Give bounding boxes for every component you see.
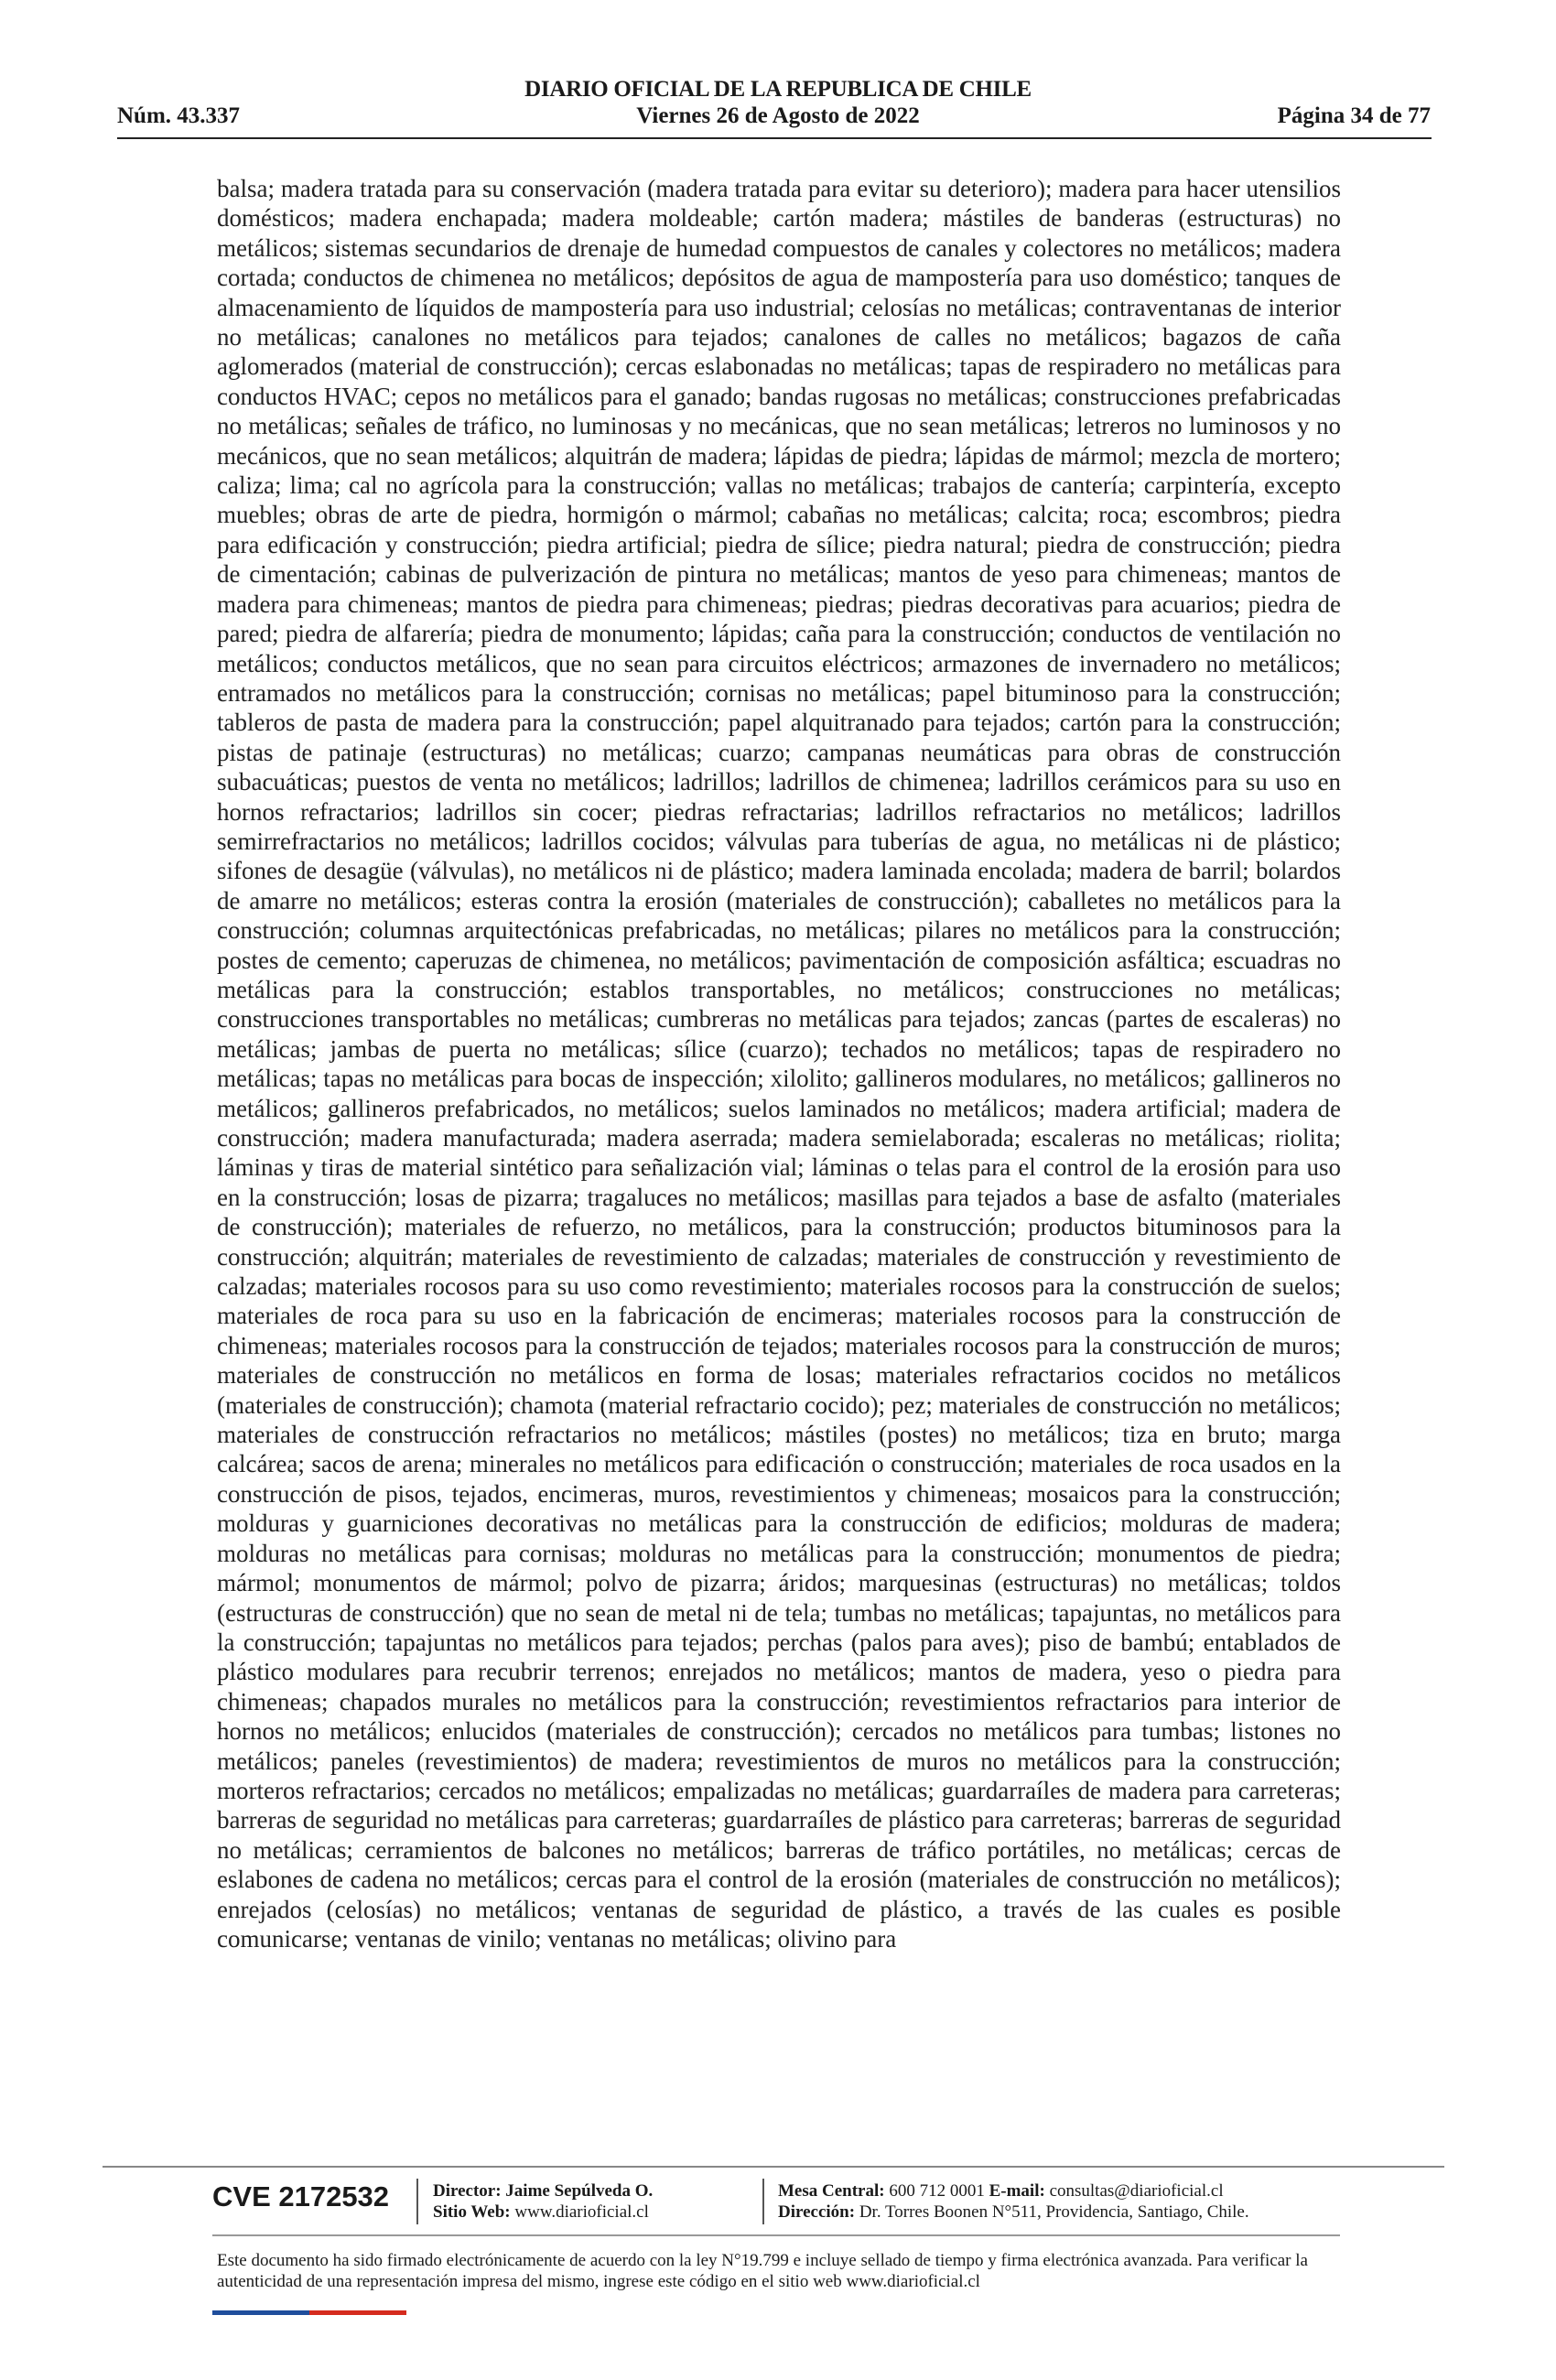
footer-divider [103,2166,1444,2168]
footer-contact [778,2181,1224,2202]
legal-notice: Este documento ha sido firmado electrónicamente de acuerdo con la ley N°19.799 e incluye sellado de tiempo y firma electrónica avanzada. Para verificar la autenticidad de una representación impresa del mismo, ingrese este código en el sitio web www.diarioficial.cl [217,2251,1308,2291]
website-label: Sitio Web: [433,2202,511,2222]
footer-separator [416,2179,418,2224]
email-link[interactable]: consultas@diarioficial.cl [1049,2181,1224,2201]
issue-number: Núm. 43.337 [117,103,241,128]
mesa-label: Mesa Central: [778,2181,885,2201]
flag-bar-blue [212,2310,309,2315]
director-label: Director: [433,2181,502,2201]
address-label: Dirección: [778,2202,856,2222]
footer-director [433,2181,653,2202]
document-body [217,174,1341,1953]
publication-title: DIARIO OFICIAL DE LA REPUBLICA DE CHILE [524,77,1032,102]
flag-bar-red [309,2310,406,2315]
cve-code: CVE 2172532 [212,2180,390,2212]
footer-address [778,2202,1249,2223]
mesa-phone: 600 712 0001 [889,2181,985,2201]
website-link[interactable]: www.diarioficial.cl [514,2202,649,2222]
body-paragraph: balsa; madera tratada para su conservación (madera tratada para evitar su deterioro); madera para hacer utensilios domésticos; madera enchapada; madera moldeable; cartón madera; mástiles de banderas (estructuras) no metálicos; sistemas secundarios de drenaje de humedad compuestos de canales y colectores no metálicos; madera cortada; conductos de chimenea no metálicos; depósitos de agua de mampostería para uso doméstico; tanques de almacenamiento de líquidos de mampostería para uso industrial; celosías no metálicas; contraventanas de interior no metálicas; canalones no metálicos para tejados; canalones de calles no metálicos; bagazos de caña aglomerados (material de construcción); cercas eslabonadas no metálicas; tapas de respiradero no metálicas para conductos HVAC; cepos no metálicos para el ganado; bandas rugosas no metálicas; construcciones prefabricadas no metálicas; señales de tráfico, no luminosas y no mecánicas, que no sean metálicas; letreros no luminosos y no mecánicos, que no sean metálicos; alquitrán de madera; lápidas de piedra; lápidas de mármol; mezcla de mortero; caliza; lima; cal no agrícola para la construcción; vallas no metálicas; trabajos de cantería; carpintería, excepto muebles; obras de arte de piedra, hormigón o mármol; cabañas no metálicas; calcita; roca; escombros; piedra para edificación y construcción; piedra artificial; piedra de sílice; piedra natural; piedra de construcción; piedra de cimentación; cabinas de pulverización de pintura no metálicas; mantos de yeso para chimeneas; mantos de madera para chimeneas; mantos de piedra para chimeneas; piedras; piedras decorativas para acuarios; piedra de pared; piedra de alfarería; piedra de monumento; lápidas; caña para la construcción; conductos de ventilación no metálicos; conductos metálicos, que no sean para circuitos eléctricos; armazones de invernadero no metálicos; entramados no metálicos para la construcción; cornisas no metálicas; papel bituminoso para la construcción; tableros de pasta de madera para la construcción; papel alquitranado para tejados; cartón para la construcción; pistas de patinaje (estructuras) no metálicas; cuarzo; campanas neumáticas para obras de construcción subacuáticas; puestos de venta no metálicos; ladrillos; ladrillos de chimenea; ladrillos cerámicos para su uso en hornos refractarios; ladrillos sin cocer; piedras refractarias; ladrillos refractarios no metálicos; ladrillos semirrefractarios no metálicos; ladrillos cocidos; válvulas para tuberías de agua, no metálicas ni de plástico; sifones de desagüe (válvulas), no metálicos ni de plástico; madera laminada encolada; madera de barril; bolardos de amarre no metálicos; esteras contra la erosión (materiales de construcción); caballetes no metálicos para la construcción; columnas arquitectónicas prefabricadas, no metálicas; pilares no metálicos para la construcción; postes de cemento; caperuzas de chimenea, no metálicos; pavimentación de composición asfáltica; escuadras no metálicas para la construcción; establos transportables, no metálicos; construcciones no metálicas; construcciones transportables no metálicas; cumbreras no metálicas para tejados; zancas (partes de escaleras) no metálicas; jambas de puerta no metálicas; sílice (cuarzo); techados no metálicos; tapas de respiradero no metálicas; tapas no metálicas para bocas de inspección; xilolito; gallineros modulares, no metálicos; gallineros no metálicos; gallineros prefabricados, no metálicos; suelos laminados no metálicos; madera artificial; madera de construcción; madera manufacturada; madera aserrada; madera semielaborada; escaleras no metálicas; riolita; láminas y tiras de material sintético para señalización vial; láminas o telas para el control de la erosión para uso en la construcción; losas de pizarra; tragaluces no metálicos; masillas para tejados a base de asfalto (materiales de construcción); materiales de refuerzo, no metálicos, para la construcción; productos bituminosos para la construcción; alquitrán; materiales de revestimiento de calzadas; materiales de construcción y revestimiento de calzadas; materiales rocosos para su uso como revestimiento; materiales rocosos para la construcción de suelos; materiales de roca para su uso en la fabricación de encimeras; materiales rocosos para la construcción de chimeneas; materiales rocosos para la construcción de tejados; materiales rocosos para la construcción de muros; materiales de construcción no metálicos en forma de losas; materiales refractarios cocidos no metálicos (materiales de construcción); chamota (material refractario cocido); pez; materiales de construcción no metálicos; materiales de construcción refractarios no metálicos; mástiles (postes) no metálicos; tiza en bruto; marga calcárea; sacos de arena; minerales no metálicos para edificación o construcción; materiales de roca usados en la construcción de pisos, tejados, encimeras, muros, revestimientos y chimeneas; mosaicos para la construcción; molduras y guarniciones decorativas no metálicas para la construcción de edificios; molduras de madera; molduras no metálicas para cornisas; molduras no metálicas para la construcción; monumentos de piedra; mármol; monumentos de mármol; polvo de pizarra; áridos; marquesinas (estructuras) no metálicas; toldos (estructuras de construcción) que no sean de metal ni de tela; tumbas no metálicas; tapajuntas, no metálicos para la construcción; tapajuntas no metálicos para tejados; perchas (palos para aves); piso de bambú; entablados de plástico modulares para recubrir terrenos; enrejados no metálicos; mantos de madera, yeso o piedra para chimeneas; chapados murales no metálicos para la construcción; revestimientos refractarios para interior de hornos no metálicos; enlucidos (materiales de construcción); cercados no metálicos para tumbas; listones no metálicos; paneles (revestimientos) de madera; revestimientos de muros no metálicos para la construcción; morteros refractarios; cercados no metálicos; empalizadas no metálicas; guardarraíles de madera para carreteras; barreras de seguridad no metálicas para carreteras; guardarraíles de plástico para carreteras; barreras de seguridad no metálicas; cerramientos de balcones no metálicos; barreras de tráfico portátiles, no metálicas; cercas de eslabones de cadena no metálicos; cercas para el control de la erosión (materiales de construcción no metálicos); enrejados (celosías) no metálicos; ventanas de seguridad de plástico, a través de las cuales es posible comunicarse; ventanas de vinilo; ventanas no metálicas; olivino para [217,175,1341,1953]
publication-date: Viernes 26 de Agosto de 2022 [636,103,920,128]
footer-divider-secondary [212,2234,1340,2236]
page-number: Página 34 de 77 [1277,103,1431,128]
footer-website [433,2202,649,2223]
address-value: Dr. Torres Boonen N°511, Providencia, Santiago, Chile. [859,2202,1249,2222]
header-divider [117,137,1432,139]
flag-color-bar [212,2310,406,2315]
email-label: E-mail: [989,2181,1045,2201]
director-name: Jaime Sepúlveda O. [505,2181,654,2201]
footer-separator [762,2179,764,2224]
